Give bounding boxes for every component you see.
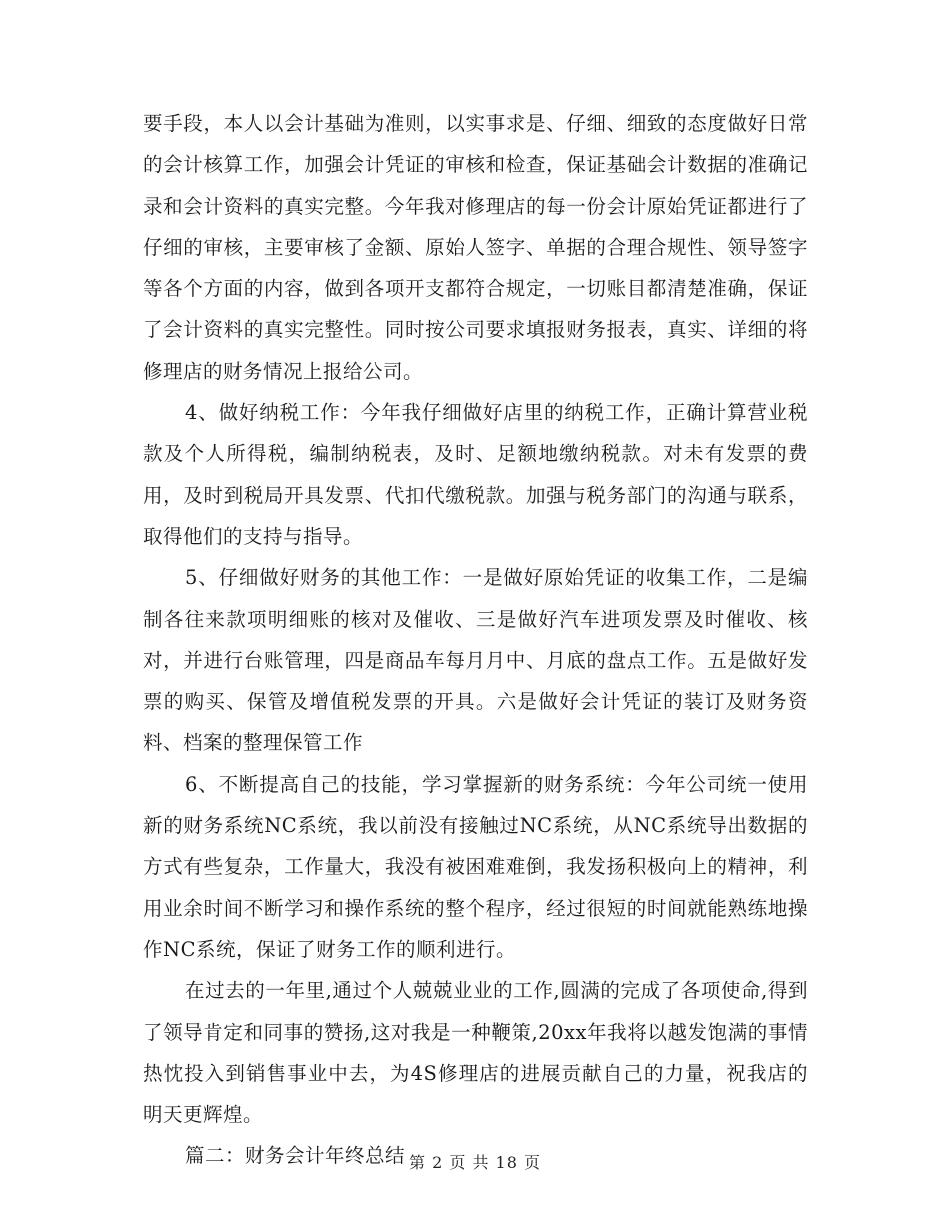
page-number-footer: 第 2 页 共 18 页 [409, 1153, 541, 1172]
paragraph-nc-system: 6、不断提高自己的技能，学习掌握新的财务系统：今年公司统一使用新的财务系统NC系统，我以前没有接触过NC系统，从NC系统导出数据的方式有些复杂，工作量大，我没有被困难难倒，我发扬积极向上的精神，利用业余时间不断学习和操作系统的整个程序，经过很短的时间就能熟练地操作NC系统，保证了财务工作的顺利进行。 [143, 772, 808, 961]
paragraph-tax-work: 4、做好纳税工作：今年我仔细做好店里的纳税工作，正确计算营业税款及个人所得税，编制纳税表，及时、足额地缴纳税款。对未有发票的费用，及时到税局开具发票、代扣代缴税款。加强与税务部门的沟通与联系，取得他们的支持与指导。 [143, 401, 808, 548]
paragraph-other-finance-work: 5、仔细做好财务的其他工作：一是做好原始凭证的收集工作，二是编制各往来款项明细账的核对及催收、三是做好汽车进项发票及时催收、核对，并进行台账管理，四是商品车每月月中、月底的盘点工作。五是做好发票的购买、保管及增值税发票的开具。六是做好会计凭证的装订及财务资料、档案的整理保管工作 [143, 566, 808, 755]
document-body [143, 103, 808, 1177]
paragraph-accounting-review: 要手段，本人以会计基础为准则，以实事求是、仔细、细致的态度做好日常的会计核算工作，加强会计凭证的审核和检查，保证基础会计数据的准确记录和会计资料的真实完整。今年我对修理店的每一份会计原始凭证都进行了仔细的审核，主要审核了金额、原始人签字、单据的合理合规性、领导签字等各个方面的内容，做到各项开支都符合规定，一切账目都清楚准确，保证了会计资料的真实完整性。同时按公司要求填报财务报表，真实、详细的将修理店的财务情况上报给公司。 [143, 112, 808, 383]
paragraph-conclusion: 在过去的一年里,通过个人兢兢业业的工作,圆满的完成了各项使命,得到了领导肯定和同事的赞扬,这对我是一种鞭策,20xx年我将以越发饱满的事情热忱投入到销售事业中去，为4S修理店的进展贡献自己的力量，祝我店的明天更辉煌。 [143, 979, 808, 1127]
section-heading: 篇二：财务会计年终总结 [185, 1144, 406, 1168]
